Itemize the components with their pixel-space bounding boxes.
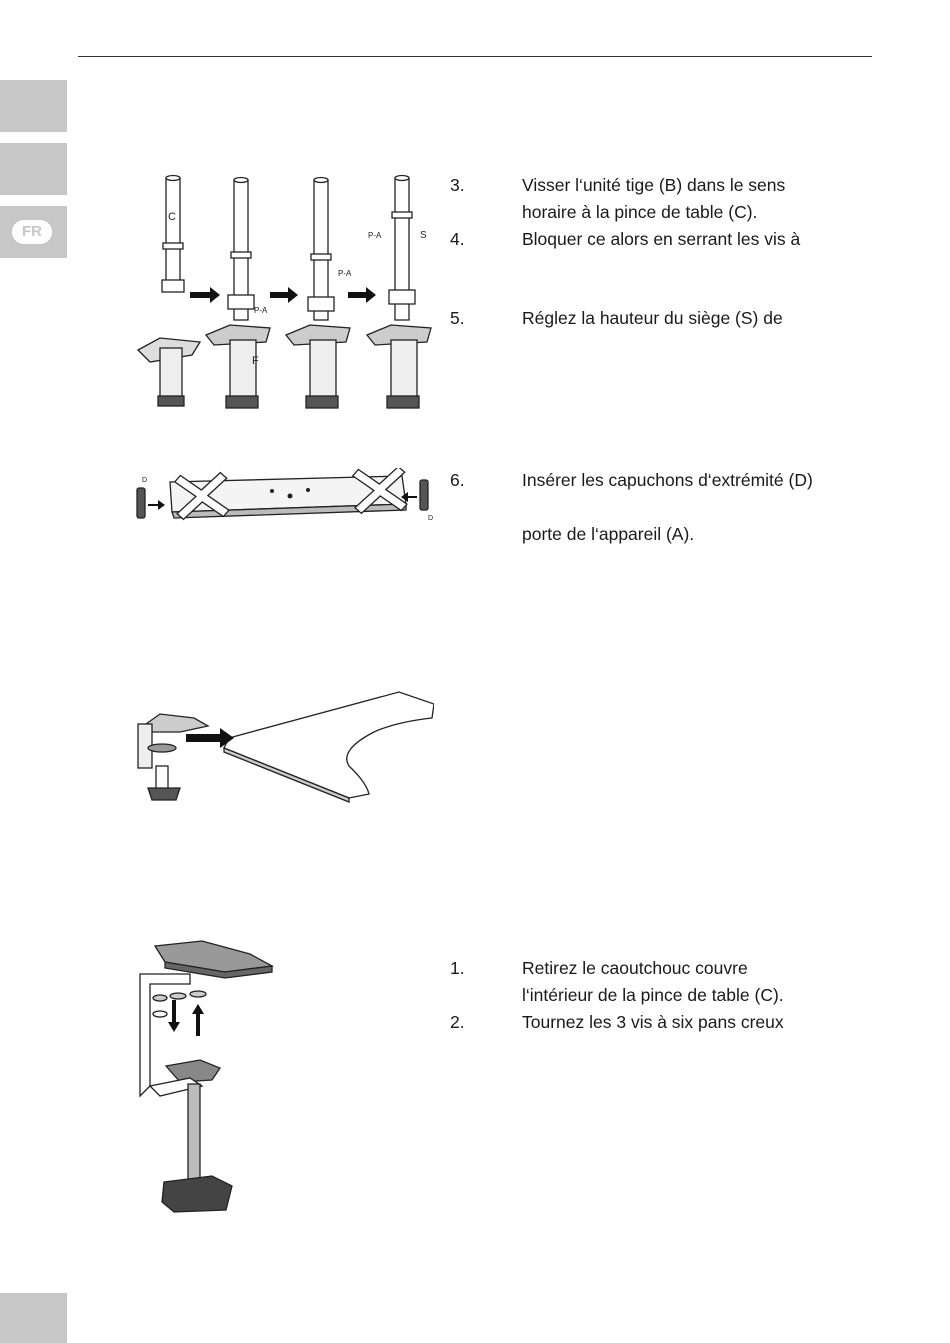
steps-block-6 [450,467,890,548]
label-pa-2: P-A [338,269,352,278]
header-rule [78,56,872,57]
step-text-line: Visser l‘unité tige (B) dans le sens [522,175,786,195]
step-text-line: Réglez la hauteur du siège (S) de [522,308,783,328]
side-tab-fr[interactable] [0,206,67,258]
label-pa-3: P-A [368,231,382,240]
step-number: 1. [450,958,465,978]
step-text-line: Tournez les 3 vis à six pans creux [522,1012,784,1032]
step-text-line: Insérer les capuchons d‘extrémité (D) [522,470,813,490]
step-text-line: l‘intérieur de la pince de table (C). [522,985,784,1005]
step-5 [450,305,890,332]
step-2 [450,1009,890,1036]
step-text-line: porte de l‘appareil (A). [522,524,695,544]
step-6 [450,467,890,548]
side-tab-1[interactable] [0,80,67,132]
side-tab-bottom[interactable] [0,1293,67,1343]
figure-pole-assembly [130,170,450,420]
figure-clamp-desk [134,688,434,808]
figure-mounting-bar [132,468,442,530]
step-number: 2. [450,1012,465,1032]
step-number: 6. [450,470,465,490]
step-1 [450,955,890,1009]
step-3 [450,172,890,226]
label-pa-1: P-A [254,306,268,315]
step-text-line: Retirez le caoutchouc couvre [522,958,748,978]
step-number: 5. [450,308,465,328]
steps-block-b [450,955,890,1036]
fr-badge: FR [12,220,52,244]
label-s: S [420,230,427,241]
label-f: F [252,355,259,367]
steps-block-5 [450,305,890,332]
step-text-line: Bloquer ce alors en serrant les vis à [522,229,801,249]
label-d-right: D [428,515,434,522]
step-number: 3. [450,175,465,195]
label-d-left: D [142,477,148,484]
figure-clamp-exploded [130,936,280,1216]
steps-block-a [450,172,890,253]
side-tab-2[interactable] [0,143,67,195]
step-number: 4. [450,229,465,249]
step-4 [450,226,890,253]
step-text-line: horaire à la pince de table (C). [522,202,758,222]
label-c: C [168,211,176,223]
